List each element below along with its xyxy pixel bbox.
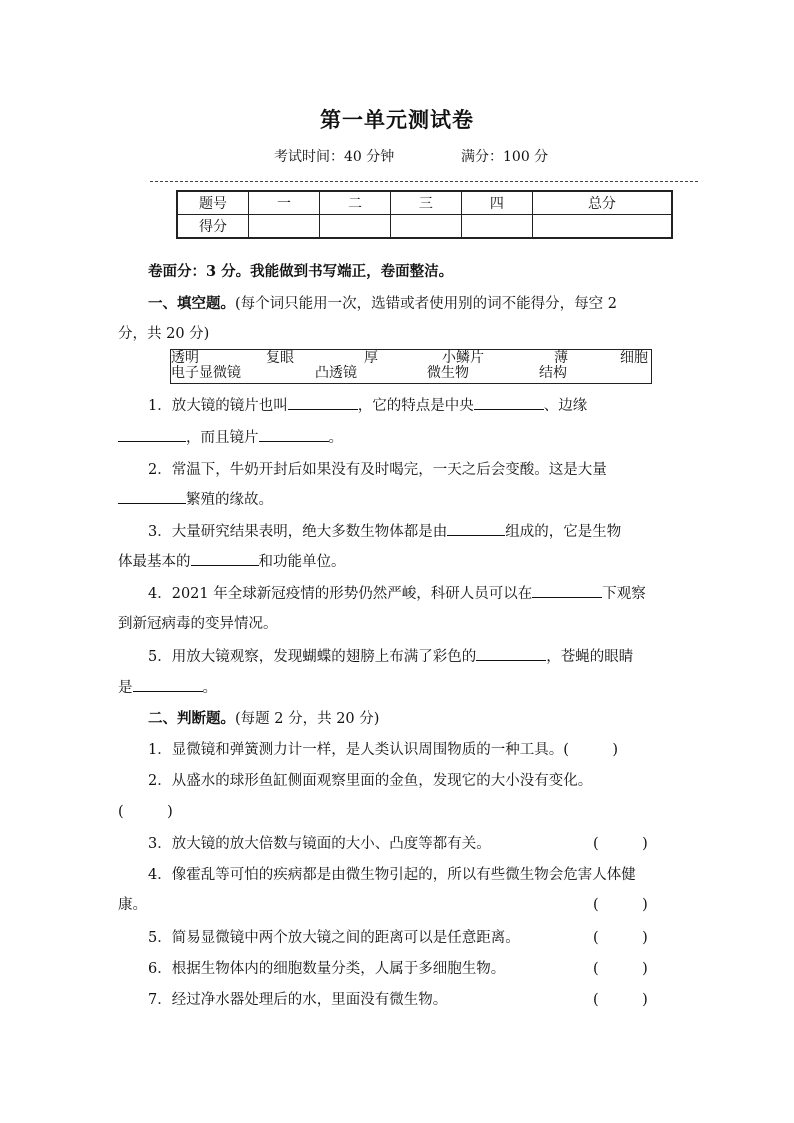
section2-heading-line — [148, 707, 379, 728]
judge-question-6: 6．根据生物体内的细胞数量分类，人属于多细胞生物。 — [148, 961, 506, 977]
word-bank-item: 细胞 — [620, 350, 648, 366]
word-bank-item: 电子显微镜 — [171, 365, 241, 381]
neatness-note: 卷面分：3 分。我能做到书写端正，卷面整洁。 — [148, 263, 454, 280]
score-table-cell: 题号 — [177, 191, 249, 215]
exam-full-score: 满分：100 分 — [461, 149, 549, 165]
score-table-cell: 二 — [319, 191, 390, 215]
judge-question-2: 2．从盛水的球形鱼缸侧面观察里面的金鱼，发现它的大小没有变化。 — [148, 773, 593, 789]
question-text: 。 — [202, 680, 217, 696]
answer-blank[interactable] — [133, 677, 203, 692]
answer-blank[interactable] — [474, 395, 544, 410]
fill-question-1 — [148, 394, 587, 415]
score-input-cell[interactable] — [461, 215, 532, 239]
word-bank — [170, 349, 652, 384]
answer-blank[interactable] — [288, 395, 358, 410]
word-bank-item: 透明 — [171, 350, 199, 366]
judge-question-3: 3．放大镜的放大倍数与镜面的大小、凸度等都有关。 — [148, 836, 491, 852]
section1-instruction: (每个词只能用一次，选错或者使用别的词不能得分，每空 2 — [235, 296, 617, 312]
answer-blank[interactable] — [476, 646, 546, 661]
score-table-cell: 得分 — [177, 215, 249, 239]
header-divider — [150, 181, 698, 182]
judge-question-5: 5．简易显微镜中两个放大镜之间的距离可以是任意距离。 — [148, 930, 520, 946]
exam-title: 第一单元测试卷 — [320, 107, 474, 132]
answer-parentheses[interactable]: ( ) — [593, 836, 648, 852]
score-table-score-row — [177, 215, 672, 239]
fill-question-5-cont — [118, 676, 217, 697]
answer-blank[interactable] — [118, 427, 186, 442]
answer-parentheses[interactable]: ( ) — [593, 897, 648, 913]
score-table — [176, 190, 673, 239]
answer-parentheses[interactable]: ( ) — [593, 930, 648, 946]
word-bank-item: 结构 — [539, 365, 567, 381]
question-text: 下观察 — [602, 586, 646, 602]
section1-instruction-cont: 分，共 20 分) — [118, 326, 210, 342]
question-text: 3．大量研究结果表明，绝大多数生物体都是由 — [148, 524, 448, 540]
score-table-cell: 总分 — [532, 191, 672, 215]
question-text: 组成的，它是生物 — [505, 524, 622, 540]
question-text: ，而且镜片 — [186, 430, 259, 446]
judge-question-7: 7．经过净水器处理后的水，里面没有微生物。 — [148, 992, 448, 1008]
score-input-cell[interactable] — [390, 215, 461, 239]
word-bank-item: 凸透镜 — [315, 365, 357, 381]
question-text: 4．2021 年全球新冠疫情的形势仍然严峻，科研人员可以在 — [148, 586, 533, 602]
question-text: 1．放大镜的镜片也叫 — [148, 398, 288, 414]
question-text: 5．用放大镜观察，发现蝴蝶的翅膀上布满了彩色的 — [148, 649, 477, 665]
fill-question-3 — [148, 520, 621, 541]
question-text: 体最基本的 — [118, 554, 191, 570]
score-input-cell[interactable] — [319, 215, 390, 239]
section2-instruction: (每题 2 分，共 20 分) — [235, 711, 380, 727]
question-text: 1．显微镜和弹簧测力计一样，是人类认识周围物质的一种工具。 — [148, 742, 564, 758]
question-text: 繁殖的缘故。 — [186, 492, 273, 508]
answer-blank[interactable] — [532, 583, 602, 598]
judge-question-1 — [148, 738, 618, 759]
section2-heading: 二、判断题。 — [148, 710, 235, 727]
answer-parentheses[interactable]: ( ) — [118, 804, 173, 820]
fill-question-4 — [148, 582, 646, 603]
question-text: ，苍蝇的眼睛 — [546, 649, 634, 665]
judge-question-4-cont: 康。 — [118, 897, 147, 913]
exam-time: 考试时间：40 分钟 — [274, 149, 395, 165]
fill-question-4-cont: 到新冠病毒的变异情况。 — [118, 616, 278, 632]
word-bank-item: 小鳞片 — [442, 350, 484, 366]
score-table-header-row — [177, 191, 672, 215]
answer-blank[interactable] — [191, 551, 259, 566]
answer-blank[interactable] — [259, 427, 329, 442]
question-text: 、边缘 — [543, 398, 588, 414]
fill-question-2-cont — [118, 488, 273, 509]
answer-parentheses[interactable]: ( ) — [563, 742, 619, 758]
score-input-cell[interactable] — [532, 215, 672, 239]
question-text: 。 — [328, 430, 343, 446]
score-table-cell: 一 — [249, 191, 320, 215]
judge-question-4: 4．像霍乱等可怕的疾病都是由微生物引起的，所以有些微生物会危害人体健 — [148, 867, 636, 883]
fill-question-3-cont — [118, 550, 346, 571]
score-table-cell: 三 — [390, 191, 461, 215]
section1-heading: 一、填空题。 — [148, 295, 235, 312]
word-bank-item: 复眼 — [266, 350, 294, 366]
score-input-cell[interactable] — [249, 215, 320, 239]
answer-parentheses[interactable]: ( ) — [593, 992, 648, 1008]
section1-heading-line — [148, 292, 617, 313]
word-bank-item: 厚 — [364, 350, 378, 366]
answer-parentheses[interactable]: ( ) — [593, 961, 648, 977]
answer-blank[interactable] — [447, 521, 505, 536]
fill-question-5 — [148, 645, 633, 666]
answer-blank[interactable] — [118, 489, 186, 504]
fill-question-2: 2．常温下，牛奶开封后如果没有及时喝完，一天之后会变酸。这是大量 — [148, 462, 607, 478]
score-table-cell: 四 — [461, 191, 532, 215]
question-text: ，它的特点是中央 — [357, 398, 474, 414]
question-text: 和功能单位。 — [258, 554, 346, 570]
question-text: 是 — [118, 680, 133, 696]
fill-question-1-cont — [118, 426, 343, 447]
word-bank-item: 薄 — [554, 350, 568, 366]
word-bank-item: 微生物 — [427, 365, 469, 381]
